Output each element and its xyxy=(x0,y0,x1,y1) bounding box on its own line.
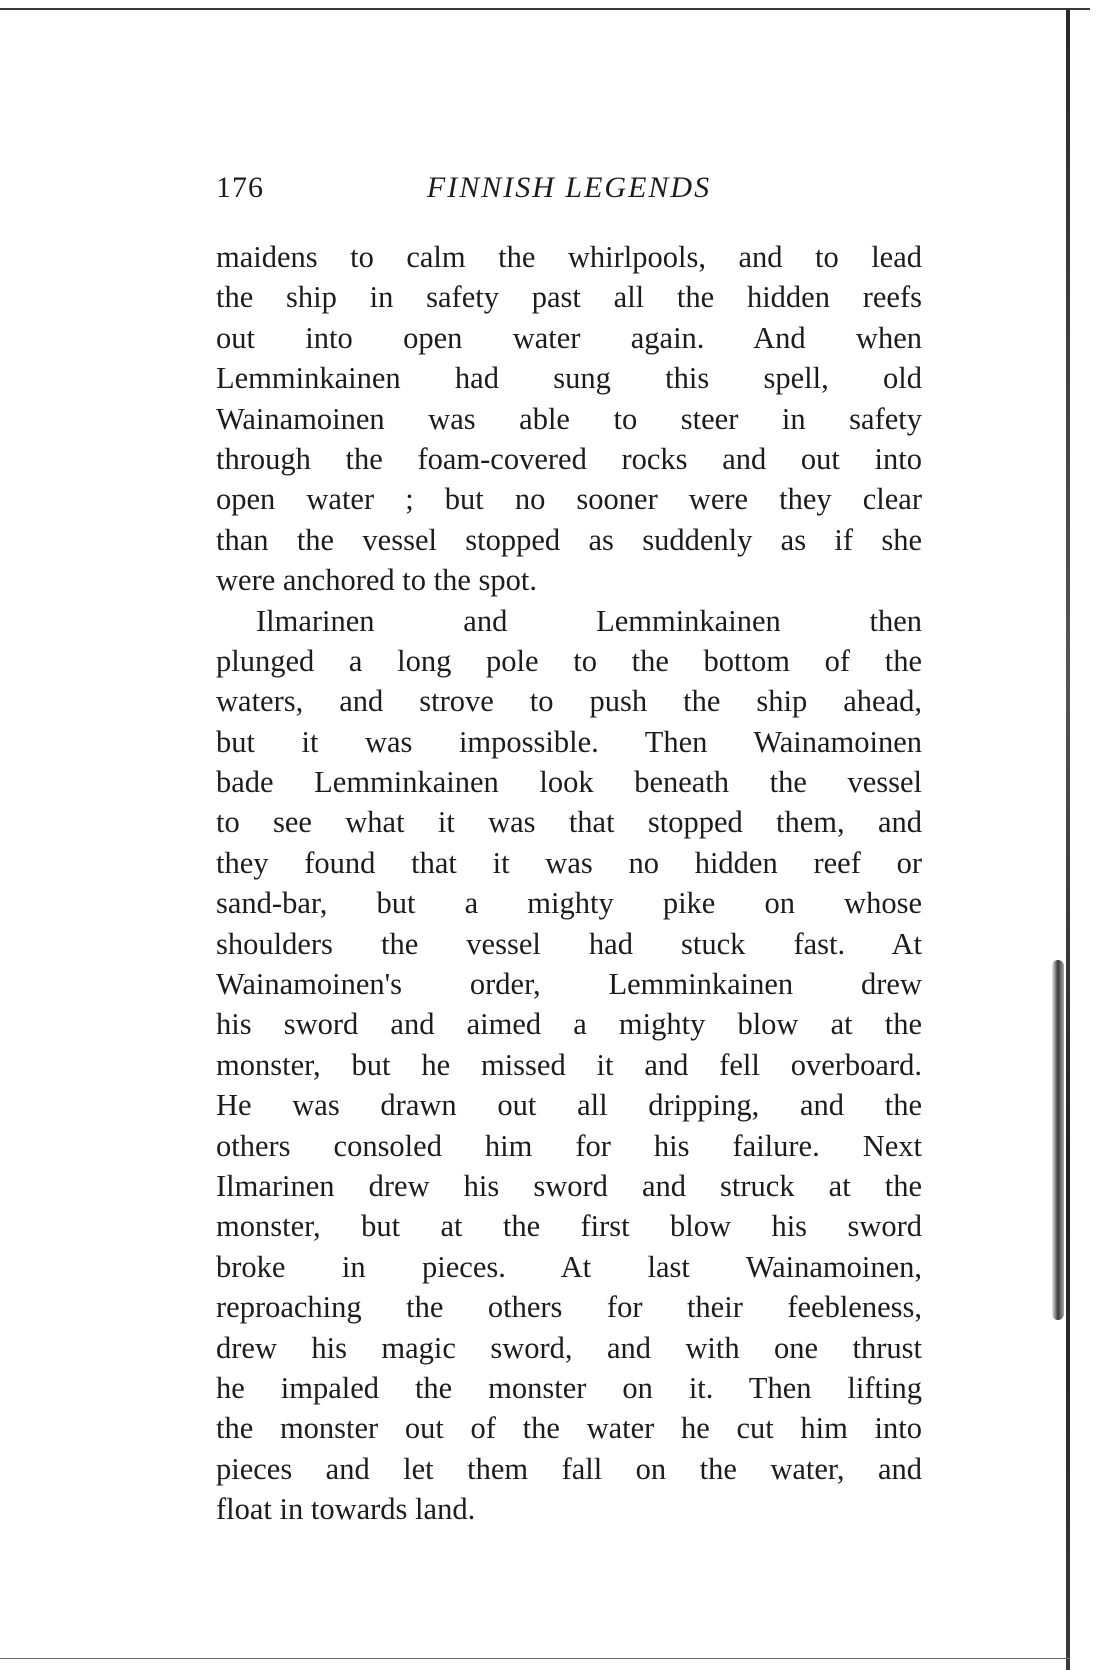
text-line: open water ; but no sooner were they clear xyxy=(216,482,922,517)
text-line: monster, but at the first blow his sword xyxy=(216,1209,922,1244)
text-line: Ilmarinen and Lemminkainen then xyxy=(256,603,922,638)
body-text xyxy=(216,237,922,1530)
text-line: Wainamoinen was able to steer in safety xyxy=(216,401,922,436)
text-line: sand-bar, but a mighty pike on whose xyxy=(216,886,922,921)
text-line: shoulders the vessel had stuck fast. At xyxy=(216,926,922,961)
text-line: maidens to calm the whirlpools, and to lead xyxy=(216,240,922,274)
text-line: pieces and let them fall on the water, and xyxy=(216,1451,922,1486)
text-line: he impaled the monster on it. Then lifting xyxy=(216,1370,922,1405)
text-line: monster, but he missed it and fell overboard. xyxy=(216,1047,922,1082)
page-header xyxy=(216,168,922,208)
text-line: the ship in safety past all the hidden reefs xyxy=(216,280,922,315)
top-page-edge xyxy=(0,8,1090,10)
text-line: waters, and strove to push the ship ahead, xyxy=(216,684,922,719)
text-line: He was drawn out all dripping, and the xyxy=(216,1088,922,1123)
text-line: through the foam-covered rocks and out into xyxy=(216,441,922,476)
text-line: broke in pieces. At last Wainamoinen, xyxy=(216,1249,922,1284)
page-number: 176 xyxy=(216,171,264,204)
right-page-edge xyxy=(1066,10,1070,1670)
text-line: were anchored to the spot. xyxy=(216,563,537,598)
text-line: than the vessel stopped as suddenly as if she xyxy=(216,522,922,557)
bottom-page-edge xyxy=(0,1658,1070,1659)
text-line: reproaching the others for their feebleness, xyxy=(216,1290,922,1325)
text-line: Wainamoinen's order, Lemminkainen drew xyxy=(216,967,922,1002)
text-line: his sword and aimed a mighty blow at the xyxy=(216,1007,922,1042)
text-line: drew his magic sword, and with one thrust xyxy=(216,1330,922,1365)
text-line: plunged a long pole to the bottom of the xyxy=(216,643,922,678)
text-line: out into open water again. And when xyxy=(216,320,922,355)
text-line: to see what it was that stopped them, and xyxy=(216,805,922,840)
binding-shadow xyxy=(1052,960,1064,1320)
text-line: Ilmarinen drew his sword and struck at the xyxy=(216,1168,922,1203)
text-line: float in towards land. xyxy=(216,1492,476,1527)
text-line: they found that it was no hidden reef or xyxy=(216,845,922,880)
text-line: the monster out of the water he cut him into xyxy=(216,1411,922,1446)
text-line: Lemminkainen had sung this spell, old xyxy=(216,361,922,396)
running-title: FINNISH LEGENDS xyxy=(426,171,712,204)
text-line: but it was impossible. Then Wainamoinen xyxy=(216,724,922,759)
text-line: others consoled him for his failure. Next xyxy=(216,1128,922,1163)
text-line: bade Lemminkainen look beneath the vessel xyxy=(216,765,922,800)
